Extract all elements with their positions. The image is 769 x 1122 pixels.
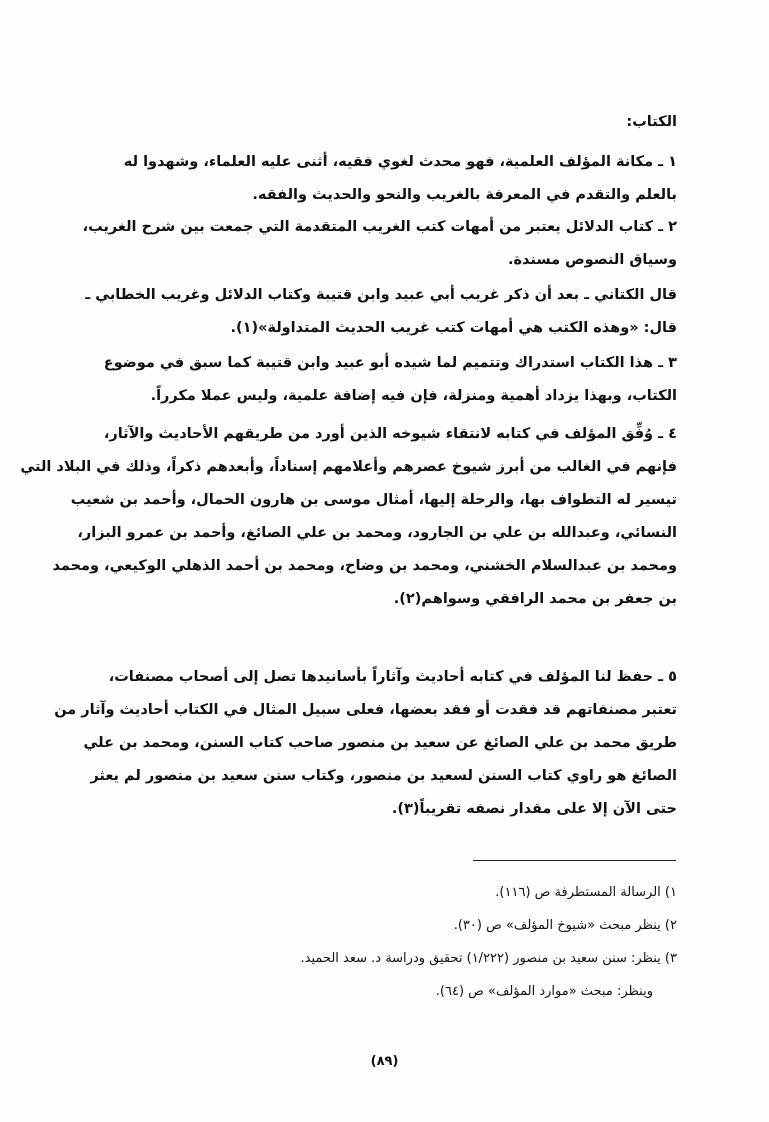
paragraph-line: طريق محمد بن علي الصائغ عن سعيد بن منصور صاحب كتاب السنن، ومحمد بن علي bbox=[83, 735, 677, 751]
paragraph-line: النسائي، وعبدالله بن علي بن الجارود، ومحمد بن علي الصائغ، وأحمد بن عمرو البزار، bbox=[77, 525, 677, 541]
paragraph-line: الكتاب، وبهذا يزداد أهمية ومنزلة، فإن فيه إضافة علمية، وليس عملا مكرراً. bbox=[150, 388, 677, 404]
paragraph-line: ٣ ـ هذا الكتاب استدراك وتتميم لما شيده أبو عبيد وابن قتيبة كما سبق في موضوع bbox=[103, 355, 677, 371]
paragraph-4 bbox=[91, 347, 677, 413]
paragraph-line: بن جعفر بن محمد الرافقي وسواهم(٢). bbox=[393, 591, 677, 607]
footnote-separator bbox=[473, 860, 676, 861]
paragraph-line: قال الكتاني ـ بعد أن ذكر غريب أبي عبيد وابن قتيبة وكتاب الدلائل وغريب الخطابي ـ bbox=[85, 287, 677, 303]
footnote-1: ١) الرسالة المستطرفة ص (١١٦). bbox=[495, 885, 677, 900]
paragraph-line: ومحمد بن عبدالسلام الخشني، ومحمد بن وضاح، ومحمد بن أحمد الذهلي الوكيعي، ومحمد bbox=[52, 558, 677, 574]
paragraph-line: ٢ ـ كتاب الدلائل يعتبر من أمهات كتب الغريب المتقدمة التي جمعت بين شرح الغريب، bbox=[82, 219, 677, 235]
paragraph-line: بالعلم والتقدم في المعرفة بالغريب والنحو والحديث والفقه. bbox=[252, 187, 677, 203]
footnote-3-continuation: وينظر: مبحث «موارد المؤلف» ص (٦٤). bbox=[435, 984, 653, 999]
page-number: (٨٩) bbox=[370, 1054, 399, 1069]
heading-text: الكتاب: bbox=[626, 114, 677, 130]
paragraph-line: وسياق النصوص مسندة. bbox=[507, 252, 677, 268]
paragraph-line: حتى الآن إلا على مقدار نصفه تقريباً(٣). bbox=[391, 801, 677, 817]
footnote-2: ٢) ينظر مبحث «شيوخ المؤلف» ص (٣٠). bbox=[453, 918, 677, 933]
paragraph-line: ١ ـ مكانة المؤلف العلمية، فهو محدث لغوي فقيه، أثنى عليه العلماء، وشهدوا له bbox=[123, 154, 677, 170]
paragraph-2 bbox=[82, 211, 677, 277]
paragraph-line: تيسير له التطواف بها، والرحلة إليها، أمثال موسى بن هارون الحمال، وأحمد بن شعيب bbox=[70, 492, 677, 508]
footnotes bbox=[91, 876, 677, 1008]
paragraph-line: تعتبر مصنفاتهم قد فقدت أو فقد بعضها، فعلى سبيل المثال في الكتاب أحاديث وآثار من bbox=[54, 702, 677, 718]
paragraph-5 bbox=[20, 418, 677, 616]
paragraph-3 bbox=[85, 279, 677, 345]
footnote-3: ٣) ينظر: سنن سعيد بن منصور (١/٢٢٢) تحقيق ودراسة د. سعد الحميد. bbox=[300, 951, 677, 966]
paragraph-line: ٤ ـ وُفِّق المؤلف في كتابه لانتقاء شيوخه الذين أورد من طريقهم الأحاديث والآثار، bbox=[103, 426, 677, 442]
paragraph-line: قال: «وهذه الكتب هي أمهات كتب غريب الحديث المتداولة»(١). bbox=[230, 320, 677, 336]
paragraph-line: الصائغ هو راوي كتاب السنن لسعيد بن منصور، وكتاب سنن سعيد بن منصور لم يعثر bbox=[90, 768, 677, 784]
paragraph-line: ٥ ـ حفظ لنا المؤلف في كتابه أحاديث وآثاراً بأسانيدها تصل إلى أصحاب مصنفات، bbox=[108, 669, 677, 685]
paragraph-line: فإنهم في الغالب من أبرز شيوخ عصرهم وأعلامهم إسناداً، وأبعدهم ذكراً، وذلك في البلاد التي bbox=[20, 459, 677, 475]
section-heading bbox=[91, 106, 677, 139]
paragraph-1 bbox=[91, 146, 677, 212]
paragraph-6 bbox=[54, 661, 677, 826]
